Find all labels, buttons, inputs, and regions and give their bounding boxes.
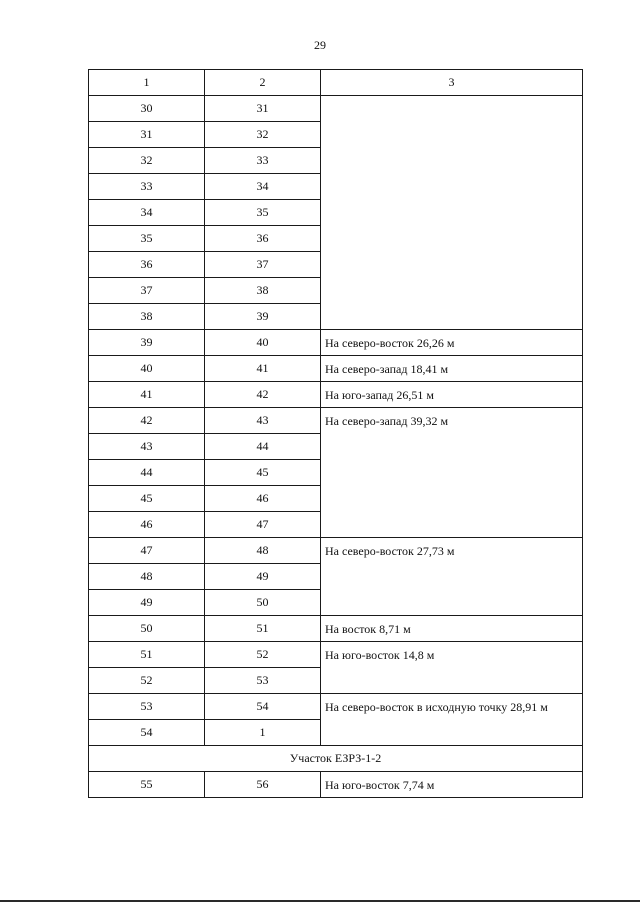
point-from: 47	[89, 538, 205, 564]
point-to: 36	[205, 226, 321, 252]
point-from: 41	[89, 382, 205, 408]
point-from: 55	[89, 772, 205, 798]
point-to: 35	[205, 200, 321, 226]
table-row	[89, 616, 583, 642]
point-to: 53	[205, 668, 321, 694]
table-row	[89, 694, 583, 720]
point-to: 31	[205, 96, 321, 122]
point-from: 43	[89, 434, 205, 460]
direction-description: На юго-восток 14,8 м	[321, 642, 583, 694]
direction-description: На северо-восток 26,26 м	[321, 330, 583, 356]
point-from: 49	[89, 590, 205, 616]
point-from: 45	[89, 486, 205, 512]
header-col-3: 3	[321, 70, 583, 96]
point-to: 40	[205, 330, 321, 356]
point-to: 45	[205, 460, 321, 486]
point-from: 42	[89, 408, 205, 434]
header-col-2: 2	[205, 70, 321, 96]
point-from: 40	[89, 356, 205, 382]
point-from: 54	[89, 720, 205, 746]
point-from: 44	[89, 460, 205, 486]
point-to: 41	[205, 356, 321, 382]
section-title: Участок ЕЗРЗ-1-2	[89, 746, 583, 772]
point-to: 52	[205, 642, 321, 668]
direction-description	[321, 96, 583, 330]
point-from: 37	[89, 278, 205, 304]
table-row	[89, 642, 583, 668]
point-to: 32	[205, 122, 321, 148]
point-to: 33	[205, 148, 321, 174]
table-row	[89, 382, 583, 408]
point-from: 38	[89, 304, 205, 330]
header-col-1: 1	[89, 70, 205, 96]
point-to: 46	[205, 486, 321, 512]
table-row	[89, 96, 583, 122]
boundary-table	[88, 69, 583, 798]
point-to: 56	[205, 772, 321, 798]
direction-description: На юго-восток 7,74 м	[321, 772, 583, 798]
table-body	[89, 96, 583, 798]
point-from: 36	[89, 252, 205, 278]
direction-description: На северо-восток в исходную точку 28,91 м	[321, 694, 583, 746]
point-from: 35	[89, 226, 205, 252]
point-from: 32	[89, 148, 205, 174]
point-from: 33	[89, 174, 205, 200]
direction-description: На северо-восток 27,73 м	[321, 538, 583, 616]
header-row	[89, 70, 583, 96]
table-row	[89, 538, 583, 564]
point-from: 53	[89, 694, 205, 720]
point-to: 44	[205, 434, 321, 460]
table-row	[89, 408, 583, 434]
point-from: 52	[89, 668, 205, 694]
bottom-rule	[0, 900, 640, 902]
direction-description: На северо-запад 39,32 м	[321, 408, 583, 538]
point-from: 50	[89, 616, 205, 642]
point-to: 48	[205, 538, 321, 564]
section-row	[89, 746, 583, 772]
direction-description: На северо-запад 18,41 м	[321, 356, 583, 382]
point-to: 43	[205, 408, 321, 434]
point-to: 51	[205, 616, 321, 642]
point-from: 46	[89, 512, 205, 538]
point-from: 48	[89, 564, 205, 590]
point-from: 39	[89, 330, 205, 356]
table-row	[89, 772, 583, 798]
page-number: 29	[314, 38, 326, 52]
point-to: 47	[205, 512, 321, 538]
direction-description: На юго-запад 26,51 м	[321, 382, 583, 408]
point-from: 51	[89, 642, 205, 668]
point-to: 49	[205, 564, 321, 590]
point-to: 37	[205, 252, 321, 278]
point-to: 34	[205, 174, 321, 200]
point-to: 1	[205, 720, 321, 746]
direction-description: На восток 8,71 м	[321, 616, 583, 642]
table-row	[89, 356, 583, 382]
point-from: 34	[89, 200, 205, 226]
point-to: 50	[205, 590, 321, 616]
table-row	[89, 330, 583, 356]
point-to: 39	[205, 304, 321, 330]
point-to: 54	[205, 694, 321, 720]
point-from: 31	[89, 122, 205, 148]
point-from: 30	[89, 96, 205, 122]
point-to: 42	[205, 382, 321, 408]
point-to: 38	[205, 278, 321, 304]
